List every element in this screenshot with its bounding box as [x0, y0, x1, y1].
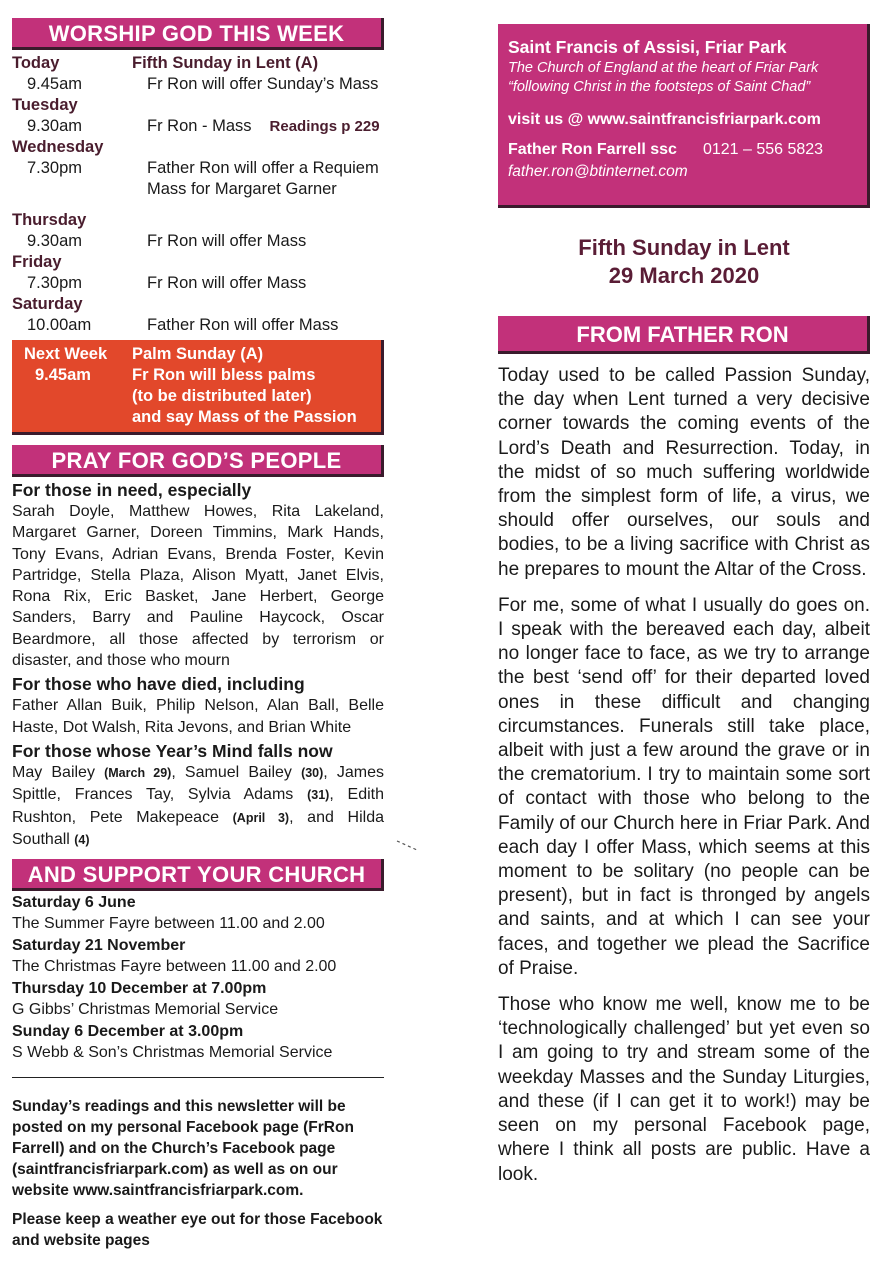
phone-number: 0121 – 556 5823	[702, 141, 824, 158]
day-name: Thursday	[12, 211, 87, 229]
facebook-note: Sunday’s readings and this newsletter will be posted on my personal Facebook page (FrRon Farrell) and on the Church’s Facebook page (saintfrancisfriarpark.com) as well as on our website www.saintfrancisfriarpark.com.	[12, 1098, 354, 1200]
divider	[12, 1077, 384, 1078]
schedule-service-row	[12, 273, 384, 294]
readings-ref: Readings p 229	[269, 118, 380, 135]
next-week-desc: (to be distributed later)	[132, 387, 312, 405]
died-heading: For those who have died, including	[12, 674, 305, 695]
schedule-day-row	[12, 137, 384, 158]
schedule-service-row	[12, 116, 384, 137]
event-date: Saturday 21 November	[12, 937, 186, 955]
parish-motto: “following Christ in the footsteps of Saint Chad”	[508, 79, 811, 95]
sunday-date: 29 March 2020	[608, 263, 760, 288]
event-desc: The Summer Fayre between 11.00 and 2.00	[12, 914, 325, 932]
day-name: Today	[12, 54, 60, 72]
next-week-desc: and say Mass of the Passion	[132, 408, 357, 426]
letter-paragraph: For me, some of what I usually do goes on. I speak with the bereaved each day, albeit no longer face to face, as we try to arrange the best ‘send off’ for their departed loved ones in these difficult and changing circumstances. Funerals still take place, albeit with just a few around the grave or in the crematorium. I try to maintain some sort of contact with those who belong to the Family of our Church here in Friar Park. And each day I offer Mass, which seems at this moment to be solitary (no people can be present), but in fact is thronged by angels and saints, and at which I can see your faces, and together we plead the Sacrifice of Praise.	[498, 594, 870, 979]
schedule-day-row	[12, 252, 384, 273]
next-week-box	[12, 340, 384, 435]
next-week-time: 9.45am	[35, 366, 91, 384]
day-name: Saturday	[12, 295, 83, 313]
schedule-service-row	[12, 158, 384, 200]
service-desc: Father Ron will offer a Requiem	[147, 159, 379, 177]
letter-paragraph: Those who know me well, know me to be ‘technologically challenged’ but yet even so I am going to try and stream some of the weekday Masses and the Sunday Liturgies, and these (if I can get it to work!) may be seen on my personal Facebook page, where I think all posts are public. Have a look.	[498, 994, 870, 1185]
pray-section	[12, 445, 384, 851]
service-desc: Fr Ron - Mass	[147, 117, 252, 135]
schedule-service-row	[12, 74, 384, 95]
priest-name: Father Ron Farrell ssc	[508, 141, 677, 158]
next-week-desc: Fr Ron will bless palms	[132, 366, 316, 384]
day-name: Wednesday	[12, 138, 104, 156]
service-time: 7.30pm	[27, 159, 83, 177]
weather-eye-note: Please keep a weather eye out for those Facebook and website pages	[12, 1211, 383, 1250]
service-time: 9.30am	[27, 117, 83, 135]
service-desc: Fr Ron will offer Sunday’s Mass	[147, 75, 379, 93]
service-desc: Fr Ron will offer Mass	[147, 274, 307, 292]
support-section	[12, 859, 384, 1063]
day-name: Friday	[12, 253, 62, 271]
date-heading	[498, 234, 870, 290]
died-list: Father Allan Buik, Philip Nelson, Alan Ball, Belle Haste, Dot Walsh, Rita Jevons, and Brian White	[12, 697, 384, 736]
event-date: Thursday 10 December at 7.00pm	[12, 980, 267, 998]
schedule-day-row	[12, 210, 384, 231]
event-desc: G Gibbs’ Christmas Memorial Service	[12, 1000, 279, 1018]
event-desc: S Webb & Son’s Christmas Memorial Service	[12, 1043, 333, 1061]
event-date: Saturday 6 June	[12, 894, 136, 912]
left-column	[12, 18, 384, 1251]
service-time: 7.30pm	[27, 274, 83, 292]
schedule-day-row	[12, 294, 384, 315]
event-desc: The Christmas Fayre between 11.00 and 2.00	[12, 957, 337, 975]
schedule-day-row	[12, 95, 384, 116]
parish-info-box	[498, 24, 870, 208]
parish-tagline: The Church of England at the heart of Friar Park	[508, 60, 819, 76]
worship-heading: WORSHIP GOD THIS WEEK	[12, 18, 384, 50]
from-heading: FROM FATHER RON	[498, 316, 870, 354]
years-mind-list: May Bailey (March 29), Samuel Bailey (30), James Spittle, Frances Tay, Sylvia Adams (31), Edith Rushton, Pete Makepeace (April 3), and Hilda Southall (4)	[12, 763, 385, 848]
stray-mark	[396, 838, 418, 852]
event-date: Sunday 6 December at 3.00pm	[12, 1023, 244, 1041]
pray-heading: PRAY FOR GOD’S PEOPLE	[12, 445, 384, 477]
website-link[interactable]: visit us @ www.saintfrancisfriarpark.com	[508, 111, 821, 128]
support-heading: AND SUPPORT YOUR CHURCH	[12, 859, 384, 891]
next-week-title: Palm Sunday (A)	[132, 345, 264, 363]
priest-contact	[508, 139, 859, 161]
need-heading: For those in need, especially	[12, 480, 252, 500]
parish-name: Saint Francis of Assisi, Friar Park	[508, 37, 787, 57]
sunday-name: Fifth Sunday in Lent	[578, 235, 790, 260]
schedule-day-row	[12, 53, 384, 74]
schedule-service-row	[12, 231, 384, 252]
service-desc: Mass for Margaret Garner	[147, 180, 337, 198]
service-time: 9.45am	[27, 75, 83, 93]
years-mind-heading: For those whose Year’s Mind falls now	[12, 740, 333, 761]
service-desc: Father Ron will offer Mass	[147, 316, 339, 334]
need-list: Sarah Doyle, Matthew Howes, Rita Lakeland, Margaret Garner, Doreen Timmins, Mark Hands, Tony Evans, Adrian Evans, Brenda Foster, Kevin Partridge, Stella Plaza, Alison Myatt, Janet Elvis, Rona Rix, Eric Basket, Jane Herbert, George Sanders, Barry and Pauline Haycock, Oscar Beardmore, all those affected by terrorism or disaster, and those who mourn	[12, 503, 384, 670]
letter-paragraph: Today used to be called Passion Sunday, the day when Lent turned a very decisive corner towards the coming events of the Lord’s Death and Resurrection. Today, in the midst of so much suffering worldwide from the simplest form of life, a virus, we should offer ourselves, our souls and bodies, to be a living sacrifice with Christ as he prepares to mount the Altar of the Cross.	[498, 365, 870, 580]
schedule-service-row	[12, 315, 384, 336]
day-name: Tuesday	[12, 96, 78, 114]
day-title: Fifth Sunday in Lent (A)	[132, 54, 319, 72]
service-desc: Fr Ron will offer Mass	[147, 232, 307, 250]
next-week-label: Next Week	[24, 345, 108, 363]
service-time: 9.30am	[27, 232, 83, 250]
right-column	[498, 24, 870, 1187]
service-time: 10.00am	[27, 316, 92, 334]
worship-schedule	[12, 53, 384, 336]
email-link[interactable]: father.ron@btinternet.com	[508, 163, 688, 180]
